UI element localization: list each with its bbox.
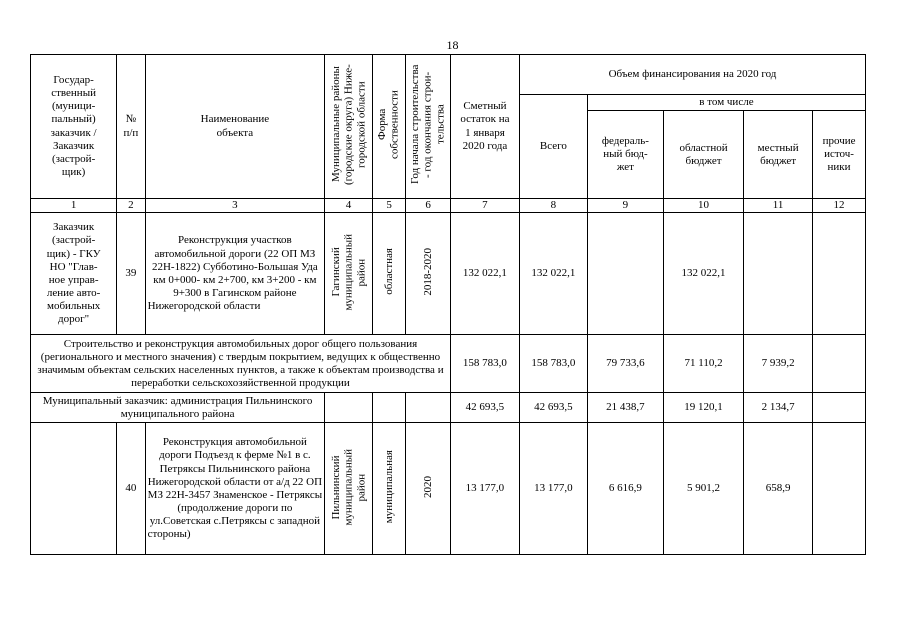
header-estimate: Сметный остаток на 1 января 2020 года [450, 55, 519, 199]
row-40-name: Реконструкция автомобильной дороги Подъезд к ферме №1 в с. Петряксы Пильнинского района Нижегородской области от а/д 22 ОП МЗ 22Н-3457 Знаменское - Петряксы (продолжение дороги по ул.Советская с.Петряксы с западной стороны) [145, 423, 325, 555]
header-including: в том числе [587, 95, 865, 111]
row-39-customer: Заказчик (застрой- щик) - ГКУ НО "Глав- ное управ- ление авто- мобильных дорог" [31, 213, 117, 335]
row-40-estimate: 13 177,0 [450, 423, 519, 555]
header-row-1 [31, 55, 866, 95]
row-39-federal [587, 213, 663, 335]
row-40-other [813, 423, 866, 555]
column-number: 8 [519, 199, 587, 213]
municipal-other [813, 393, 866, 423]
table-row-39 [31, 213, 866, 335]
section-title: Строительство и реконструкция автомобильных дорог общего пользования (регионального и местного значения) с твердым покрытием, ведущих к общественно значимым объектам сельских населенных пунктов, а также к объектам производства и переработки сельскохозяйственной продукции [31, 335, 451, 393]
financing-table [30, 54, 866, 555]
column-number: 1 [31, 199, 117, 213]
row-39-total: 132 022,1 [519, 213, 587, 335]
column-number: 4 [325, 199, 373, 213]
section-local: 7 939,2 [744, 335, 813, 393]
row-40-federal: 6 616,9 [587, 423, 663, 555]
row-40-num: 40 [117, 423, 145, 555]
row-39-other [813, 213, 866, 335]
column-number: 6 [406, 199, 451, 213]
row-40-district: Пильнинский муниципальный район [329, 448, 367, 526]
municipal-federal: 21 438,7 [587, 393, 663, 423]
row-39-district: Гагинский муниципальный район [329, 233, 367, 311]
header-districts-cell [325, 55, 373, 199]
column-number: 9 [587, 199, 663, 213]
row-39-years: 2018-2020 [421, 247, 434, 296]
header-other: прочие источ- ники [813, 111, 866, 199]
section-total: 158 783,0 [519, 335, 587, 393]
header-funding-2020: Объем финансирования на 2020 год [519, 55, 865, 95]
row-39-district-cell [325, 213, 373, 335]
header-years: Год начала строительства - год окончания строи- тельства [409, 64, 447, 185]
section-regional: 71 110,2 [663, 335, 743, 393]
column-number: 3 [145, 199, 325, 213]
row-39-ownership: областная [382, 248, 395, 296]
row-40-total: 13 177,0 [519, 423, 587, 555]
row-40-customer [31, 423, 117, 555]
header-regional: областной бюджет [663, 111, 743, 199]
section-estimate: 158 783,0 [450, 335, 519, 393]
municipal-empty [325, 393, 373, 423]
row-40-ownership: муниципальная [382, 450, 395, 524]
row-39-name: Реконструкция участков автомобильной дороги (22 ОП МЗ 22Н-1822) Субботино-Большая Уда км 0+000- км 2+700, км 3+200 - км 9+300 в Гагинском районе Нижегородской области [145, 213, 325, 335]
header-local: местный бюджет [744, 111, 813, 199]
municipal-regional: 19 120,1 [663, 393, 743, 423]
column-number: 2 [117, 199, 145, 213]
row-40-years-cell [406, 423, 451, 555]
row-40-local: 658,9 [744, 423, 813, 555]
municipal-empty [372, 393, 405, 423]
header-num: № п/п [117, 55, 145, 199]
row-40-years: 2020 [421, 475, 434, 498]
header-federal: федераль- ный бюд- жет [587, 111, 663, 199]
row-40-regional: 5 901,2 [663, 423, 743, 555]
header-customer: Государ- ственный (муници- пальный) заказчик / Заказчик (застрой- щик) [31, 55, 117, 199]
header-years-cell [406, 55, 451, 199]
column-number: 10 [663, 199, 743, 213]
row-40-district-cell [325, 423, 373, 555]
municipal-local: 2 134,7 [744, 393, 813, 423]
column-number: 12 [813, 199, 866, 213]
row-39-years-cell [406, 213, 451, 335]
header-ownership: Форма собственности [376, 90, 402, 159]
column-number: 7 [450, 199, 519, 213]
section-other [813, 335, 866, 393]
municipal-title: Муниципальный заказчик: администрация Пильнинского муниципального района [31, 393, 325, 423]
header-total: Всего [519, 95, 587, 199]
column-number: 5 [372, 199, 405, 213]
row-40-ownership-cell [372, 423, 405, 555]
row-39-local [744, 213, 813, 335]
header-ownership-cell [372, 55, 405, 199]
row-39-ownership-cell [372, 213, 405, 335]
column-number-row [31, 199, 866, 213]
row-39-num: 39 [117, 213, 145, 335]
municipal-total: 42 693,5 [519, 393, 587, 423]
table-row-40 [31, 423, 866, 555]
section-federal: 79 733,6 [587, 335, 663, 393]
municipal-empty [406, 393, 451, 423]
row-39-estimate: 132 022,1 [450, 213, 519, 335]
row-39-regional: 132 022,1 [663, 213, 743, 335]
municipal-row [31, 393, 866, 423]
header-object-name: Наименование объекта [145, 55, 325, 199]
header-districts: Муниципальные районы (городские округа) Ниже- городской области [329, 64, 367, 185]
municipal-estimate: 42 693,5 [450, 393, 519, 423]
column-number: 11 [744, 199, 813, 213]
section-row [31, 335, 866, 393]
page-number: 18 [446, 38, 459, 52]
